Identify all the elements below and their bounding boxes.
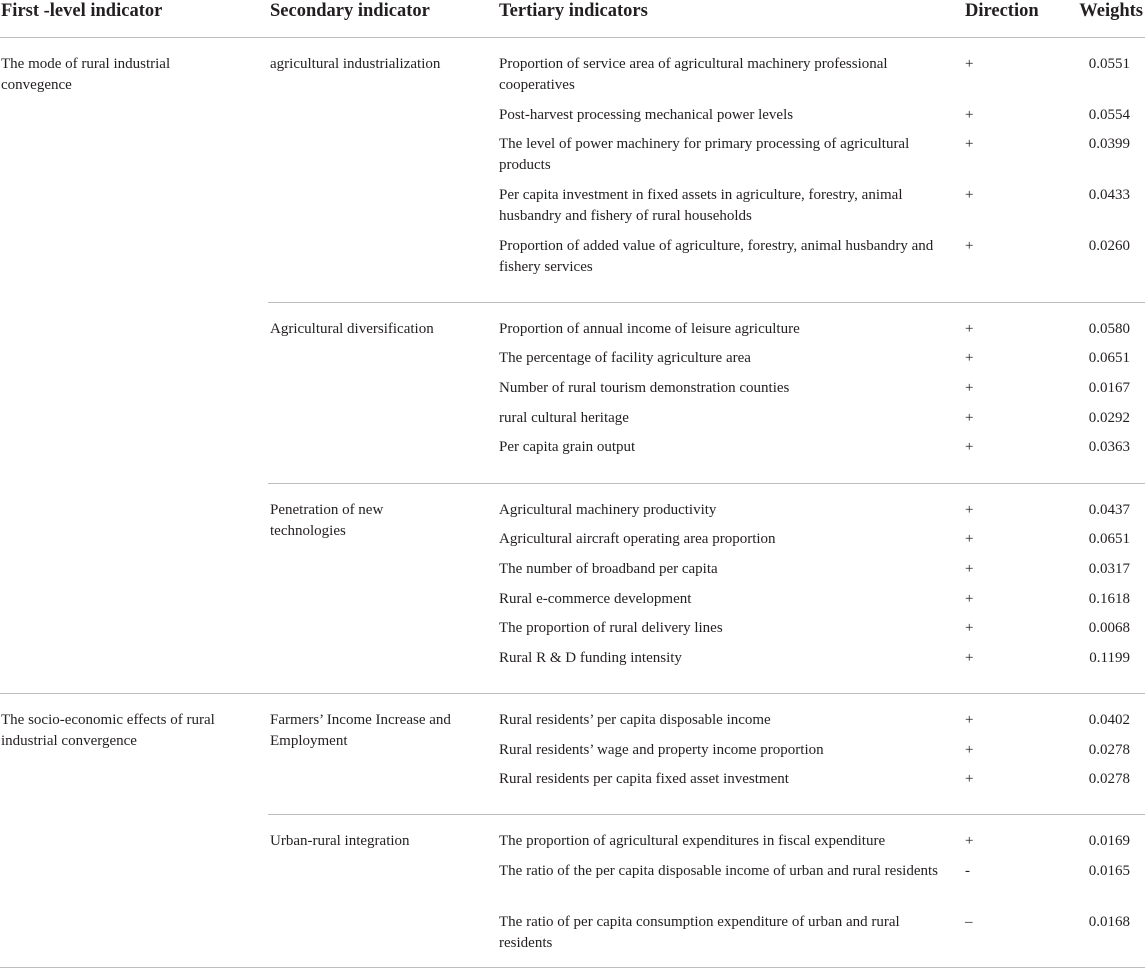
tertiary-cell: Agricultural aircraft operating area proportion — [499, 531, 776, 547]
tertiary-cell: The proportion of agricultural expenditures in fiscal expenditure — [499, 833, 886, 849]
weight-cell: 0.0278 — [1088, 771, 1130, 787]
tertiary-cell: Agricultural machinery productivity — [499, 502, 717, 518]
direction-cell: + — [965, 136, 974, 152]
table-bottom-rule — [0, 967, 1145, 968]
direction-cell: - — [965, 863, 970, 879]
tertiary-cell: Proportion of added value of agriculture, forestry, animal husbandry and fishery services — [499, 238, 934, 275]
tertiary-cell: Rural residents’ wage and property income proportion — [499, 742, 824, 758]
header-secondary: Secondary indicator — [270, 1, 430, 21]
subgroup-rule — [268, 483, 1145, 484]
secondary-cell: Agricultural diversification — [270, 321, 434, 337]
tertiary-cell: Per capita investment in fixed assets in agriculture, forestry, animal husbandry and fishery of rural households — [499, 187, 903, 224]
header-rule — [0, 37, 1145, 38]
tertiary-cell: Proportion of annual income of leisure agriculture — [499, 321, 800, 337]
direction-cell: + — [965, 439, 974, 455]
tertiary-cell: Rural R & D funding intensity — [499, 650, 682, 666]
direction-cell: + — [965, 350, 974, 366]
tertiary-cell: Rural residents’ per capita disposable income — [499, 712, 771, 728]
tertiary-cell: The percentage of facility agriculture area — [499, 350, 751, 366]
weight-cell: 0.0260 — [1088, 238, 1130, 254]
direction-cell: + — [965, 238, 974, 254]
direction-cell: + — [965, 187, 974, 203]
weight-cell: 0.0433 — [1088, 187, 1130, 203]
weight-cell: 0.0169 — [1088, 833, 1130, 849]
header-first-level: First -level indicator — [1, 1, 163, 21]
tertiary-cell: Proportion of service area of agricultural machinery professional cooperatives — [499, 56, 888, 93]
weight-cell: 0.0554 — [1088, 107, 1130, 123]
subgroup-rule — [268, 814, 1145, 815]
weight-cell: 0.1618 — [1088, 591, 1130, 607]
direction-cell: + — [965, 380, 974, 396]
tertiary-cell: Post-harvest processing mechanical power levels — [499, 107, 794, 123]
header-direction: Direction — [965, 1, 1039, 21]
weight-cell: 0.0278 — [1088, 742, 1130, 758]
secondary-cell: Farmers’ Income Increase and Employment — [270, 712, 451, 749]
direction-cell: + — [965, 107, 974, 123]
direction-cell: + — [965, 620, 974, 636]
tertiary-cell: Rural residents per capita fixed asset investment — [499, 771, 789, 787]
direction-cell: + — [965, 56, 974, 72]
tertiary-cell: The ratio of per capita consumption expenditure of urban and rural residents — [499, 914, 900, 951]
weight-cell: 0.0167 — [1088, 380, 1130, 396]
direction-cell: + — [965, 712, 974, 728]
direction-cell: – — [965, 914, 973, 930]
direction-cell: + — [965, 502, 974, 518]
weight-cell: 0.0168 — [1088, 914, 1130, 930]
direction-cell: + — [965, 771, 974, 787]
direction-cell: + — [965, 321, 974, 337]
weight-cell: 0.0437 — [1088, 502, 1130, 518]
secondary-cell: Urban-rural integration — [270, 833, 410, 849]
header-tertiary: Tertiary indicators — [499, 1, 648, 21]
direction-cell: + — [965, 650, 974, 666]
direction-cell: + — [965, 742, 974, 758]
weight-cell: 0.0068 — [1088, 620, 1130, 636]
weight-cell: 0.0292 — [1088, 410, 1130, 426]
weight-cell: 0.0317 — [1088, 561, 1130, 577]
header-weights: Weights — [1079, 1, 1143, 21]
tertiary-cell: Rural e-commerce development — [499, 591, 692, 607]
tertiary-cell: rural cultural heritage — [499, 410, 629, 426]
weight-cell: 0.0651 — [1088, 531, 1130, 547]
weight-cell: 0.0399 — [1088, 136, 1130, 152]
tertiary-cell: The ratio of the per capita disposable income of urban and rural residents — [499, 863, 939, 879]
secondary-cell: Penetration of new technologies — [270, 502, 384, 539]
secondary-cell: agricultural industrialization — [270, 56, 441, 72]
weight-cell: 0.0651 — [1088, 350, 1130, 366]
weight-cell: 0.0402 — [1088, 712, 1130, 728]
direction-cell: + — [965, 591, 974, 607]
weight-cell: 0.0580 — [1088, 321, 1130, 337]
weight-cell: 0.0551 — [1088, 56, 1130, 72]
direction-cell: + — [965, 833, 974, 849]
direction-cell: + — [965, 410, 974, 426]
direction-cell: + — [965, 561, 974, 577]
weight-cell: 0.0363 — [1088, 439, 1130, 455]
first-level-cell: The mode of rural industrial convegence — [1, 56, 171, 93]
tertiary-cell: Per capita grain output — [499, 439, 636, 455]
subgroup-rule — [268, 302, 1145, 303]
direction-cell: + — [965, 531, 974, 547]
tertiary-cell: The level of power machinery for primary processing of agricultural products — [499, 136, 910, 173]
tertiary-cell: The proportion of rural delivery lines — [499, 620, 723, 636]
weight-cell: 0.0165 — [1088, 863, 1130, 879]
first-level-cell: The socio-economic effects of rural industrial convergence — [1, 712, 215, 749]
tertiary-cell: Number of rural tourism demonstration counties — [499, 380, 790, 396]
weight-cell: 0.1199 — [1089, 650, 1130, 666]
group-rule — [0, 693, 1145, 694]
tertiary-cell: The number of broadband per capita — [499, 561, 718, 577]
